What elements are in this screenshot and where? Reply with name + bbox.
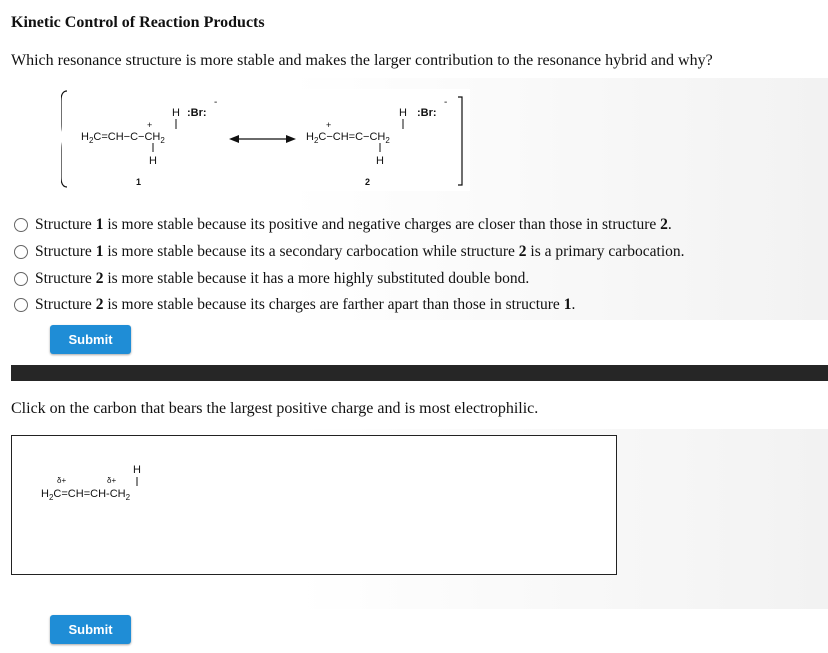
- delta-plus-1: δ+: [57, 476, 67, 485]
- option-1-text: [35, 216, 672, 234]
- option-2[interactable]: [14, 239, 685, 266]
- option-4-segment: 1: [563, 296, 572, 314]
- option-3[interactable]: [14, 265, 685, 292]
- option-4-segment: is more stable because its charges are farther apart than those in structure: [103, 296, 564, 314]
- option-1-segment: 1: [95, 216, 104, 234]
- s2-plus-sign: +: [326, 120, 332, 130]
- carbon-3[interactable]: CH: [90, 488, 107, 500]
- s1-label: 1: [136, 177, 142, 187]
- option-3-segment: is more stable because it has a more highly substituted double bond.: [103, 269, 530, 287]
- carbon-2[interactable]: CH: [67, 488, 84, 500]
- s1-plus-sign: +: [147, 120, 153, 130]
- molecule-chain: $H_2C=CH=CH-CH_2$: [41, 488, 131, 502]
- submit-button-1[interactable]: Submit: [50, 325, 131, 354]
- s2-bromide: :Br:: [417, 107, 437, 119]
- s1-h-bottom: H: [149, 155, 157, 167]
- option-2-segment: Structure: [35, 243, 96, 261]
- right-bracket: [458, 97, 462, 185]
- option-2-text: [35, 243, 685, 261]
- option-3-segment: 2: [95, 269, 104, 287]
- question-2-prompt: Click on the carbon that bears the largest positive charge and is most electrophilic.: [11, 400, 539, 417]
- left-brace: [61, 91, 67, 187]
- option-2-segment: is a primary carbocation.: [526, 243, 685, 261]
- option-3-segment: Structure: [35, 269, 96, 287]
- option-3-text: [35, 270, 529, 288]
- molecule-click-area[interactable]: [11, 435, 617, 575]
- delta-plus-2: δ+: [107, 476, 117, 485]
- structure-2: [306, 97, 447, 187]
- question-1-prompt: Which resonance structure is more stable and makes the larger contribution to the resonance hybrid and why?: [11, 52, 713, 69]
- mol-h-top: H: [133, 464, 141, 476]
- option-1-segment: 2: [660, 216, 668, 234]
- submit-button-2[interactable]: Submit: [50, 615, 131, 644]
- option-2-segment: is more stable because its a secondary carbocation while structure: [103, 243, 519, 261]
- carbon-4[interactable]: $CH_2$: [109, 488, 131, 502]
- option-1-segment: Structure: [35, 216, 96, 234]
- s2-h-bottom: H: [376, 155, 384, 167]
- carbon-1[interactable]: $H_2C$: [41, 488, 62, 502]
- s1-main-chain: $H_2C=CH-C-CH_2$: [81, 131, 165, 145]
- option-4-segment: .: [571, 296, 576, 314]
- s1-bromide: :Br:: [187, 107, 207, 119]
- option-4-segment: Structure: [35, 296, 96, 314]
- option-2-segment: 1: [95, 243, 104, 261]
- option-3-radio[interactable]: [14, 272, 28, 286]
- option-2-segment: 2: [518, 243, 527, 261]
- s2-h-top: H: [399, 107, 407, 119]
- option-4-radio[interactable]: [14, 298, 28, 312]
- option-1-radio[interactable]: [14, 218, 28, 232]
- resonance-scheme-svg: [61, 89, 470, 191]
- option-2-radio[interactable]: [14, 245, 28, 259]
- structure-1: [81, 97, 217, 187]
- resonance-scheme: [61, 89, 470, 191]
- option-4-segment: 2: [95, 296, 104, 314]
- s1-minus-sign: -: [214, 97, 218, 108]
- s1-h-top: H: [172, 107, 180, 119]
- option-4[interactable]: [14, 292, 685, 319]
- answer-options: [14, 212, 685, 319]
- s2-main-chain: $H_2C-CH=C-CH_2$: [306, 131, 390, 145]
- option-4-text: [35, 296, 575, 314]
- resonance-arrow: [229, 135, 296, 143]
- option-1-segment: is more stable because its positive and negative charges are closer than those in structure: [103, 216, 661, 234]
- s2-label: 2: [365, 177, 371, 187]
- molecule-svg: [12, 436, 615, 573]
- section-divider: [11, 365, 828, 381]
- option-1[interactable]: [14, 212, 685, 239]
- s2-minus-sign: -: [444, 97, 448, 108]
- page-title: Kinetic Control of Reaction Products: [11, 14, 265, 31]
- option-1-segment: .: [667, 216, 672, 234]
